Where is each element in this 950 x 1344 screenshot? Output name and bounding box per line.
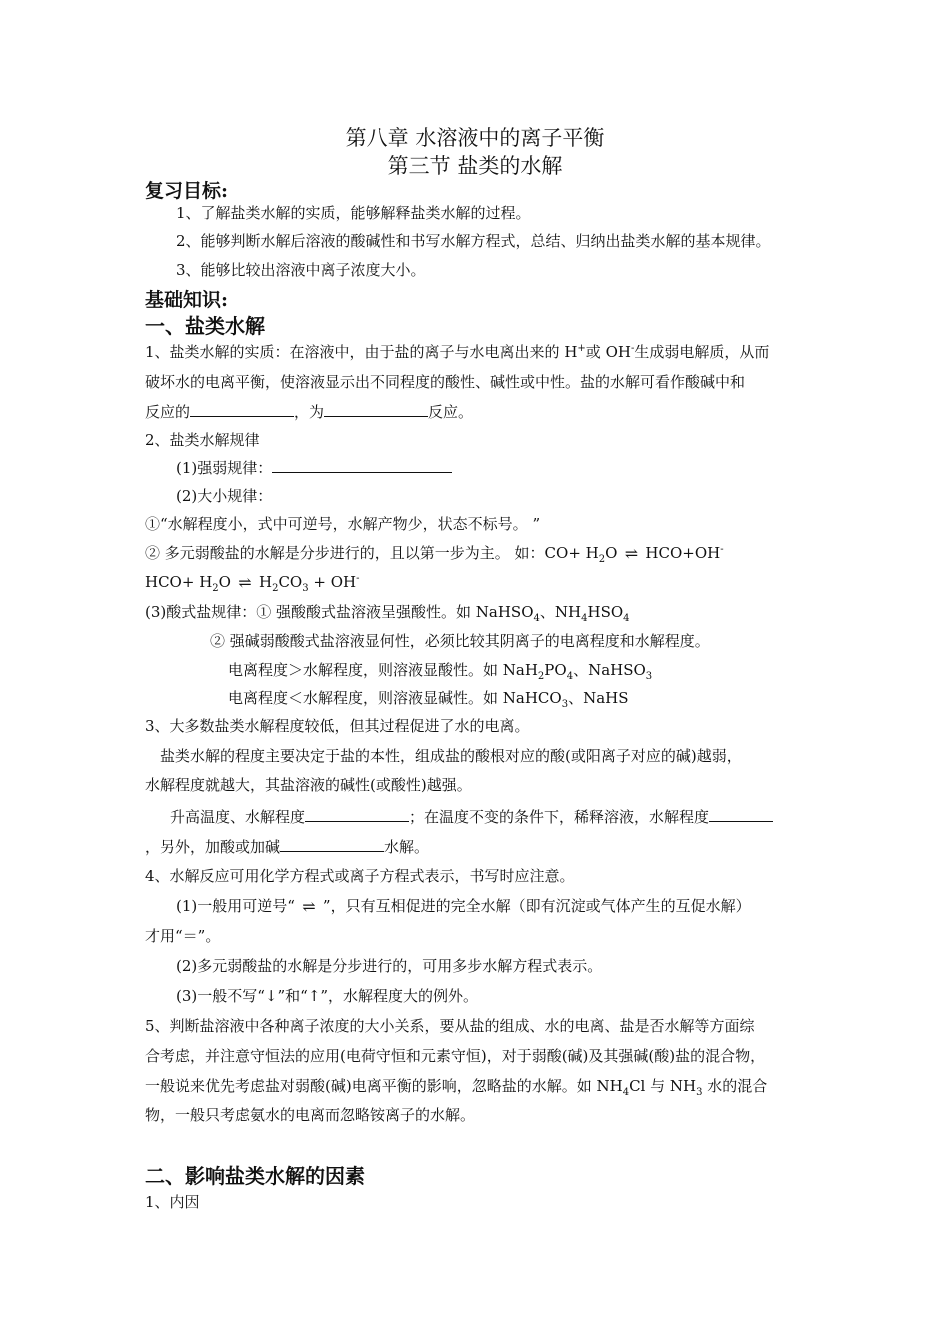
rule3-c [228, 660, 652, 680]
rule3-b: ② 强碱弱酸酸式盐溶液显何性，必须比较其阴离子的电离程度和水解程度。 [210, 632, 710, 650]
part1-heading: 一、盐类水解 [145, 314, 265, 338]
para3-line3: 水解程度就越大，其盐溶液的碱性(或酸性)越强。 [145, 776, 472, 794]
fill-blank[interactable] [190, 402, 294, 417]
para3-line4 [170, 807, 773, 827]
text: HCO+OH [645, 544, 721, 562]
text: ② 多元弱酸盐的水解是分步进行的，且以第一步为主。 如：CO+ H [145, 544, 599, 562]
review-goal-2: 2、能够判断水解后溶液的酸碱性和书写水解方程式，总结、归纳出盐类水解的基本规律。 [176, 232, 771, 250]
subscript: 3 [645, 671, 653, 682]
rule-title: 2、盐类水解规律 [145, 431, 260, 449]
basics-heading: 基础知识: [145, 289, 229, 311]
text: 、NaHS [568, 689, 629, 707]
rule2: (2)大小规律： [176, 487, 273, 505]
superscript: - [356, 573, 360, 584]
subscript: 4 [581, 613, 588, 624]
text: 生成弱电解质，从而 [634, 343, 770, 361]
fill-blank[interactable] [324, 402, 428, 417]
subscript: 2 [212, 583, 219, 594]
part2-item1: 1、内因 [145, 1193, 200, 1211]
rule3-a [145, 602, 630, 622]
para5-line3 [145, 1076, 767, 1096]
subscript: 2 [272, 583, 279, 594]
chapter-title: 第八章 水溶液中的离子平衡 [345, 126, 605, 150]
text: (1)强弱规律： [176, 459, 273, 477]
para1-line2: 破坏水的电离平衡，使溶液显示出不同程度的酸性、碱性或中性。盐的水解可看作酸碱中和 [145, 373, 746, 391]
text: 电离程度＞水解程度，则溶液显酸性。如 NaH [228, 661, 538, 679]
rule2-a: ①“水解程度小，式中可逆号，水解产物少，状态不标号。 ” [145, 515, 541, 533]
subscript: 4 [566, 671, 574, 682]
text: 反应的 [145, 403, 191, 421]
review-goal-1: 1、了解盐类水解的实质，能够解释盐类水解的过程。 [176, 204, 531, 222]
para3-line5 [145, 837, 429, 857]
para4-line4: (2)多元弱酸盐的水解是分步进行的，可用多步水解方程式表示。 [176, 957, 603, 975]
text: 一般说来优先考虑盐对弱酸(碱)电离平衡的影响，忽略盐的水解。如 NH [145, 1077, 623, 1095]
text: 升高温度、水解程度 [170, 808, 306, 826]
para3-line2: 盐类水解的程度主要决定于盐的本性，组成盐的酸根对应的酸(或阳离子对应的碱)越弱， [160, 747, 742, 765]
subscript: 2 [598, 554, 606, 565]
fill-blank[interactable] [709, 807, 773, 822]
text: ，另外，加酸或加碱 [145, 838, 281, 856]
text: ，为 [294, 403, 325, 421]
para4-line3: 才用“＝”。 [145, 927, 221, 945]
text: 1、盐类水解的实质：在溶液中，由于盐的离子与水电离出来的 H [145, 343, 578, 361]
subscript: 4 [533, 613, 540, 624]
text: (3)酸式盐规律：① 强酸酸式盐溶液呈强酸性。如 NaHSO [145, 603, 534, 621]
equilibrium-arrow-icon: ⇌ [624, 544, 639, 563]
text: HCO+ H [145, 573, 213, 591]
para5-line2: 合考虑，并注意守恒法的应用(电荷守恒和元素守恒)，对于弱酸(碱)及其强碱(酸)盐的混合物， [145, 1047, 766, 1065]
subscript: 3 [561, 699, 569, 710]
text: 水解。 [384, 838, 430, 856]
fill-blank[interactable] [280, 837, 384, 852]
text: Cl 与 NH [629, 1077, 697, 1095]
superscript: - [720, 544, 724, 555]
subscript: 4 [622, 1087, 630, 1098]
superscript: - [630, 343, 635, 354]
rule3-d [228, 688, 629, 708]
para4-line2 [176, 896, 751, 917]
subscript: 2 [537, 671, 545, 682]
text: (1)一般用可逆号“ [176, 897, 295, 915]
text: CO [278, 573, 303, 591]
text: 水的混合 [702, 1077, 768, 1095]
text: H [258, 573, 273, 591]
para4-line5: (3)一般不写“↓”和“↑”，水解程度大的例外。 [176, 987, 479, 1005]
text: O [605, 544, 618, 562]
section-title: 第三节 盐类的水解 [387, 154, 563, 178]
subscript: 3 [302, 583, 309, 594]
text: 电离程度＜水解程度，则溶液显碱性。如 NaHCO [228, 689, 562, 707]
text: ”，只有互相促进的完全水解（即有沉淀或气体产生的互促水解） [322, 897, 751, 915]
para3-line1: 3、大多数盐类水解程度较低，但其过程促进了水的电离。 [145, 717, 530, 735]
fill-blank[interactable] [272, 458, 452, 473]
equilibrium-arrow-icon: ⇌ [302, 897, 316, 916]
superscript: + [577, 343, 586, 354]
subscript: 3 [696, 1087, 703, 1098]
review-goal-3: 3、能够比较出溶液中离子浓度大小。 [176, 261, 426, 279]
review-goals-heading: 复习目标: [145, 180, 229, 202]
text: 或 OH [585, 343, 631, 361]
para4-line1: 4、水解反应可用化学方程式或离子方程式表示，书写时应注意。 [145, 867, 575, 885]
para1-line1 [145, 342, 769, 362]
para1-line3 [145, 402, 473, 422]
rule2-b [145, 543, 724, 564]
text: 、NaHSO [573, 661, 646, 679]
text: ；在温度不变的条件下，稀释溶液，水解程度 [409, 808, 710, 826]
part2-heading: 二、影响盐类水解的因素 [145, 1164, 365, 1188]
text: + OH [308, 573, 357, 591]
text: O [218, 573, 231, 591]
subscript: 4 [623, 613, 630, 624]
text: 反应。 [428, 403, 474, 421]
para5-line1: 5、判断盐溶液中各种离子浓度的大小关系，要从盐的组成、水的电离、盐是否水解等方面综 [145, 1017, 755, 1035]
text: 、NH [539, 603, 582, 621]
rule2-c [145, 572, 359, 593]
fill-blank[interactable] [305, 807, 409, 822]
text: PO [544, 661, 567, 679]
text: HSO [587, 603, 624, 621]
rule1 [176, 458, 452, 478]
equilibrium-arrow-icon: ⇌ [238, 573, 252, 592]
para5-line4: 物，一般只考虑氨水的电离而忽略铵离子的水解。 [145, 1106, 476, 1124]
